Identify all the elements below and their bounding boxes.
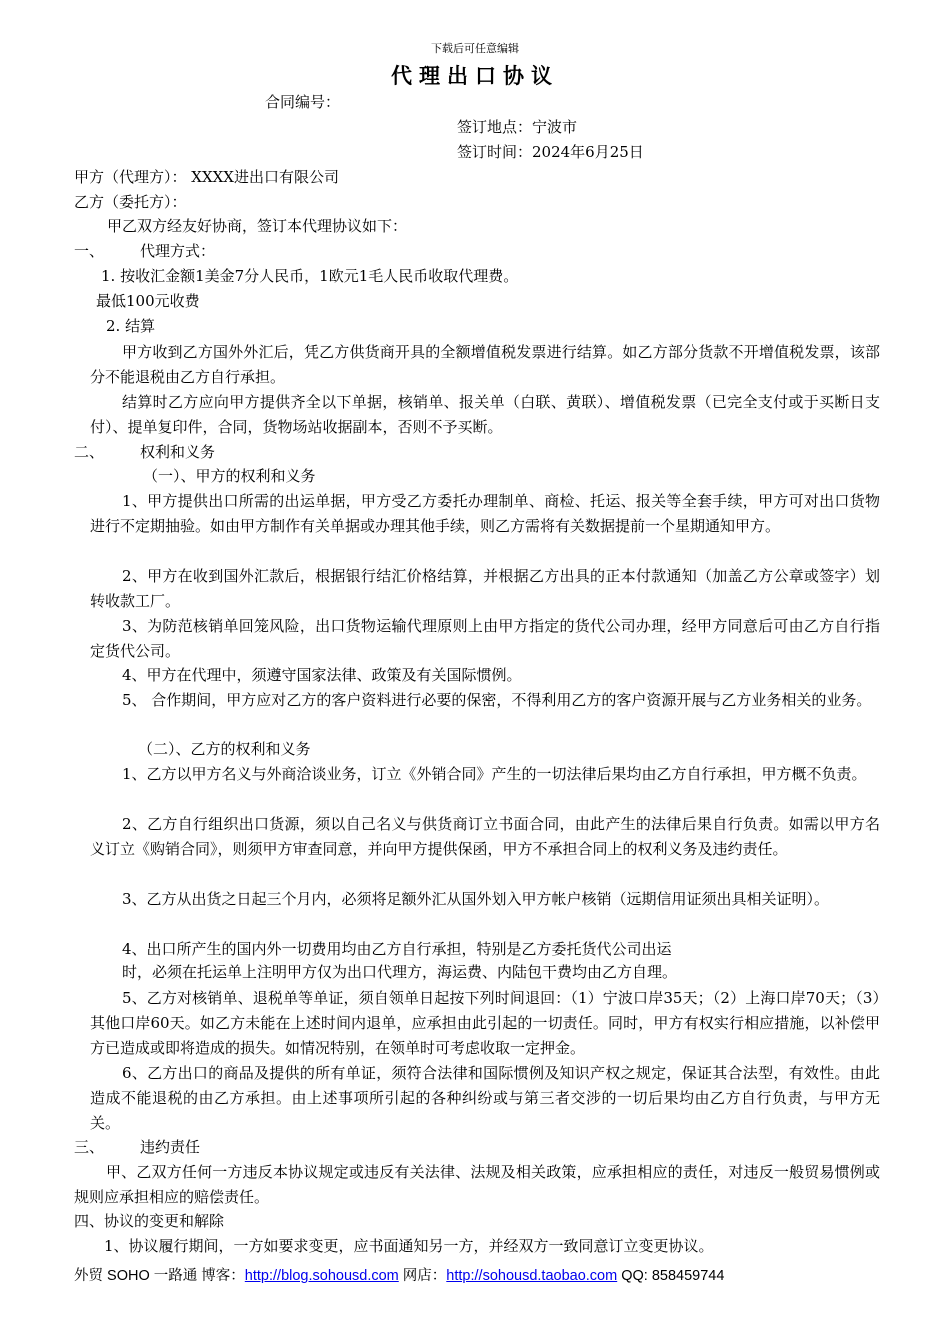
section-3-title: 违约责任 bbox=[140, 1138, 201, 1156]
qq-number: QQ: 858459744 bbox=[617, 1268, 725, 1284]
section-2-number: 二、 bbox=[74, 443, 105, 461]
section-2-sub-2: （二）、乙方的权利和义务 bbox=[138, 740, 311, 758]
document-title: 代理出口协议 bbox=[391, 63, 559, 88]
section-2-a-item-4: 4、甲方在代理中，须遵守国家法律、政策及有关国际惯例。 bbox=[122, 666, 522, 684]
section-1-item-1: 1. 按收汇金额1美金7分人民币，1欧元1毛人民币收取代理费。 bbox=[101, 267, 519, 285]
section-4-item-1: 1、协议履行期间，一方如要求变更，应书面通知另一方，并经双方一致同意订立变更协议。 bbox=[104, 1237, 714, 1255]
section-2-b-item-2: 2、乙方自行组织出口货源，须以自己名义与供货商订立书面合同，由此产生的法律后果自行负责。如需以甲方名义订立《购销合同》，则须甲方审查同意，并向甲方提供保函，甲方不承担合同上的权利义务及违约责任。 bbox=[90, 815, 880, 858]
blog-link[interactable]: http://blog.sohousd.com bbox=[244, 1268, 399, 1284]
section-1-paragraph-1: 甲方收到乙方国外外汇后，凭乙方供货商开具的全额增值税发票进行结算。如乙方部分货款不开增值税发票，该部分不能退税由乙方自行承担。 bbox=[90, 343, 880, 386]
section-2-sub-1: （一）、甲方的权利和义务 bbox=[143, 467, 316, 485]
footer bbox=[74, 1264, 724, 1285]
section-1-number: 一、 bbox=[74, 242, 105, 260]
signing-date: 签订时间：2024年6月25日 bbox=[457, 143, 644, 161]
section-2-a-item-5: 5、 合作期间，甲方应对乙方的客户资料进行必要的保密，不得利用乙方的客户资源开展与乙方业务相关的业务。 bbox=[122, 691, 872, 709]
signing-place: 签订地点：宁波市 bbox=[457, 118, 578, 136]
section-2-b-item-6: 6、乙方出口的商品及提供的所有单证，须符合法律和国际惯例及知识产权之规定，保证其合法型，有效性。由此造成不能退税的由乙方承担。由上述事项所引起的各种纠纷或与第三者交涉的一切后果均由乙方自行负责，与甲方无关。 bbox=[90, 1064, 880, 1132]
section-2-b-item-1: 1、乙方以甲方名义与外商洽谈业务，订立《外销合同》产生的一切法律后果均由乙方自行承担，甲方概不负责。 bbox=[122, 765, 867, 783]
section-1-paragraph-2: 结算时乙方应向甲方提供齐全以下单据，核销单、报关单（白联、黄联）、增值税发票（已完全支付或于买断日支付）、提单复印件，合同，货物场站收据副本，否则不予买断。 bbox=[90, 393, 880, 436]
shop-link[interactable]: http://sohousd.taobao.com bbox=[446, 1268, 618, 1284]
section-2-a-item-3: 3、为防范核销单回笼风险，出口货物运输代理原则上由甲方指定的货代公司办理，经甲方同意后可由乙方自行指定货代公司。 bbox=[90, 617, 880, 660]
section-2-b-item-3: 3、乙方从出货之日起三个月内，必须将足额外汇从国外划入甲方帐户核销（远期信用证须出具相关证明）。 bbox=[122, 890, 830, 908]
party-a: 甲方（代理方）： XXXX进出口有限公司 bbox=[74, 168, 339, 186]
section-1-item-1-min-fee: 最低100元收费 bbox=[96, 292, 200, 310]
party-b: 乙方（委托方）： bbox=[74, 193, 187, 211]
section-4-title: 四、协议的变更和解除 bbox=[74, 1212, 225, 1230]
section-1-item-2: 2. 结算 bbox=[106, 317, 156, 335]
section-2-b-item-5: 5、乙方对核销单、退税单等单证，须自领单日起按下列时间退回：（1）宁波口岸35天；（2）上海口岸70天；（3）其他口岸60天。如乙方未能在上述时间内退单，应承担由此引起的一切责任。同时，甲方有权实行相应措施，以补偿甲方已造成或即将造成的损失。如情况特别，在领单时可考虑收取一定押金。 bbox=[90, 989, 880, 1057]
intro-text: 甲乙双方经友好协商，签订本代理协议如下： bbox=[107, 217, 408, 235]
header-note: 下载后可任意编辑 bbox=[431, 42, 519, 55]
contract-number: 合同编号： bbox=[265, 93, 341, 111]
section-1-title: 代理方式： bbox=[140, 242, 216, 260]
section-2-b-item-4-continued: 时，必须在托运单上注明甲方仅为出口代理方，海运费、内陆包干费均由乙方自理。 bbox=[122, 963, 678, 981]
section-2-a-item-2: 2、甲方在收到国外汇款后，根据银行结汇价格结算，并根据乙方出具的正本付款通知（加盖乙方公章或签字）划转收款工厂。 bbox=[90, 567, 880, 610]
section-2-title: 权利和义务 bbox=[140, 443, 216, 461]
section-3-paragraph: 甲、乙双方任何一方违反本协议规定或违反有关法律、法规及相关政策，应承担相应的责任，对违反一般贸易惯例或规则应承担相应的赔偿责任。 bbox=[74, 1163, 880, 1206]
section-2-a-item-1: 1、甲方提供出口所需的出运单据，甲方受乙方委托办理制单、商检、托运、报关等全套手续，甲方可对出口货物进行不定期抽验。如由甲方制作有关单据或办理其他手续，则乙方需将有关数据提前一个星期通知甲方。 bbox=[90, 492, 880, 535]
footer-prefix: 外贸 SOHO 一路通 博客： bbox=[74, 1268, 245, 1284]
section-2-b-item-4: 4、出口所产生的国内外一切费用均由乙方自行承担，特别是乙方委托货代公司出运 bbox=[122, 940, 672, 958]
section-3-number: 三、 bbox=[74, 1138, 105, 1156]
shop-label: 网店： bbox=[398, 1268, 447, 1284]
